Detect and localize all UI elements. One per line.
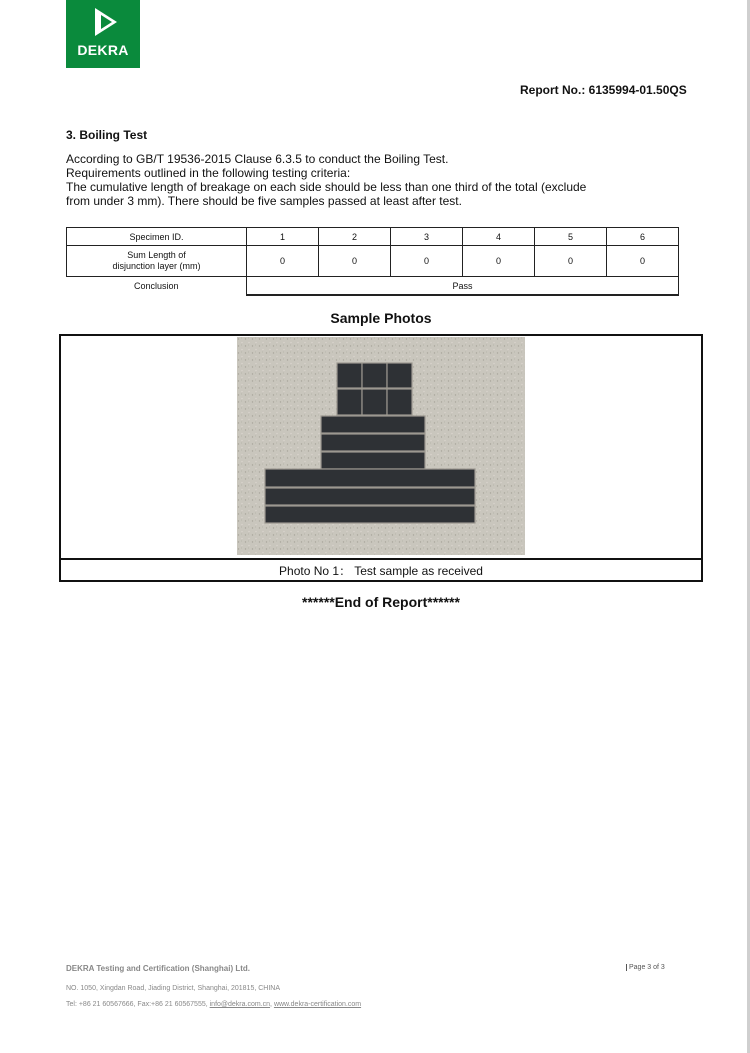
paragraph-line: Requirements outlined in the following testing criteria: [66,166,351,180]
footer-tel: Tel: +86 21 60567666, Fax:+86 21 60567555, [66,1001,210,1008]
conclusion-cell: Pass [247,277,679,296]
photo-divider [61,558,701,560]
paragraph-line: According to GB/T 19536-2015 Clause 6.3.5 to conduct the Boiling Test. [66,152,449,166]
end-of-report: ******End of Report****** [302,594,460,610]
photo-frame [59,334,703,582]
value-cell: 0 [247,246,319,277]
specimen-id-cell: 2 [319,228,391,246]
dekra-logo [66,0,140,68]
table-row [67,246,679,277]
results-table [66,227,679,296]
specimen-id-cell: 3 [391,228,463,246]
value-cell: 0 [319,246,391,277]
value-cell: 0 [535,246,607,277]
row-label-line: disjunction layer (mm) [112,261,201,271]
specimen-id-cell: 1 [247,228,319,246]
value-cell: 0 [607,246,679,277]
footer-company: DEKRA Testing and Certification (Shanghai) Ltd. [66,964,250,973]
footer-separator: , [270,1001,274,1008]
specimen-id-cell: 4 [463,228,535,246]
sample-photos-title: Sample Photos [330,310,432,326]
section-title: 3. Boiling Test [66,128,148,142]
footer-website-link[interactable]: www.dekra-certification.com [273,1001,362,1008]
table-row [67,277,679,296]
sample-photo-icon [237,337,525,555]
row-label-line: Sum Length of [127,250,186,260]
page-number: Page 3 of 3 [626,964,665,971]
footer-email-link[interactable]: info@dekra.com.cn [209,1001,271,1008]
row-label: Conclusion [67,277,247,296]
specimen-id-cell: 5 [535,228,607,246]
report-number: Report No.: 6135994-01.50QS [520,83,687,97]
row-label: Specimen ID. [67,228,247,246]
paragraph-line: from under 3 mm). There should be five samples passed at least after test. [66,194,462,208]
table-row [67,228,679,246]
footer-contact [66,1001,361,1008]
photo-caption: Photo No 1： Test sample as received [279,564,483,578]
logo-text: DEKRA [77,42,129,58]
row-label [67,246,247,277]
value-cell: 0 [463,246,535,277]
footer-address: NO. 1050, Xingdan Road, Jiading District, Shanghai, 201815, CHINA [66,985,281,992]
specimen-id-cell: 6 [607,228,679,246]
value-cell: 0 [391,246,463,277]
paragraph-line: The cumulative length of breakage on each side should be less than one third of the total (exclude [66,180,587,194]
